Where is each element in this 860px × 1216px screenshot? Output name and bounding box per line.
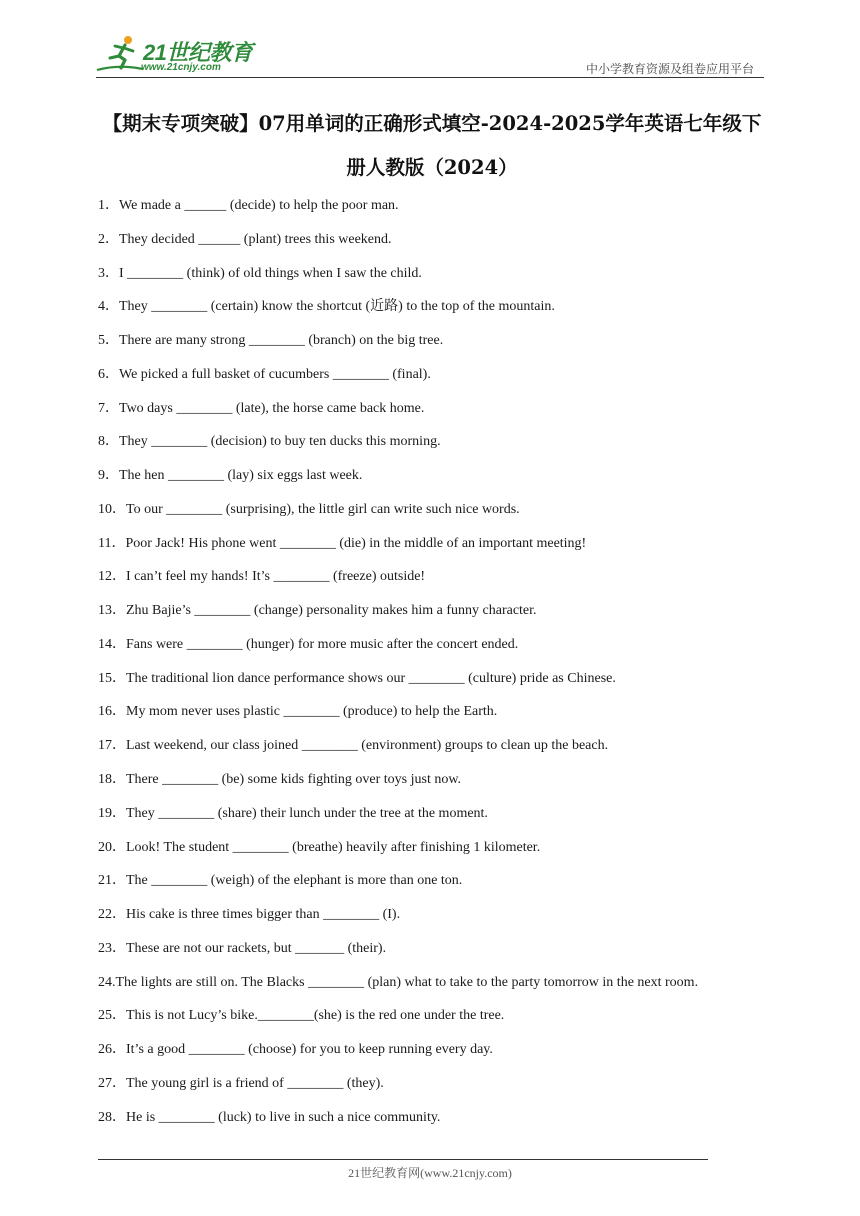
question-item bbox=[98, 294, 778, 328]
question-item bbox=[98, 328, 778, 362]
question-number: 9． bbox=[98, 468, 119, 484]
question-number: 8． bbox=[98, 434, 119, 450]
question-item bbox=[98, 429, 778, 463]
page-header bbox=[0, 0, 860, 80]
question-item bbox=[98, 227, 778, 261]
question-item bbox=[98, 1037, 778, 1071]
question-number: 12． bbox=[98, 569, 126, 585]
question-number: 28． bbox=[98, 1109, 126, 1125]
question-text: Last weekend, our class joined ________ (environment) groups to clean up the beach. bbox=[126, 738, 609, 754]
question-number: 26． bbox=[98, 1042, 126, 1058]
question-number: 15． bbox=[98, 670, 126, 686]
footer-divider bbox=[98, 1159, 708, 1160]
question-item bbox=[98, 733, 778, 767]
page-title: 【期末专项突破】07用单词的正确形式填空-2024-2025学年英语七年级下册人教版（2024） bbox=[102, 112, 762, 179]
question-text: We made a ______ (decide) to help the poor man. bbox=[119, 198, 399, 213]
question-number: 21． bbox=[98, 873, 126, 889]
footer-text: 21世纪教育网(www.21cnjy.com) bbox=[348, 1166, 512, 1180]
question-number: 27． bbox=[98, 1075, 126, 1091]
question-item bbox=[98, 531, 778, 565]
question-text: They ________ (share) their lunch under the tree at the moment. bbox=[126, 805, 488, 821]
question-item bbox=[98, 497, 778, 531]
question-text: They ________ (decision) to buy ten ducks this morning. bbox=[119, 434, 441, 450]
question-number: 16． bbox=[98, 704, 126, 720]
question-item bbox=[98, 835, 778, 869]
question-text: The lights are still on. The Blacks ________ (plan) what to take to the party tomorrow in the next room. bbox=[115, 974, 699, 990]
question-item bbox=[98, 902, 778, 936]
question-item bbox=[98, 632, 778, 666]
question-item bbox=[98, 396, 778, 430]
question-number: 4． bbox=[98, 299, 119, 315]
question-item bbox=[98, 1071, 778, 1105]
question-text: Look! The student ________ (breathe) heavily after finishing 1 kilometer. bbox=[126, 839, 541, 855]
question-text: The young girl is a friend of ________ (they). bbox=[126, 1075, 384, 1091]
question-number: 11． bbox=[98, 535, 126, 551]
question-text: There ________ (be) some kids fighting over toys just now. bbox=[126, 772, 462, 788]
question-text: They decided ______ (plant) trees this weekend. bbox=[119, 231, 392, 247]
question-item bbox=[98, 666, 778, 700]
question-number: 23． bbox=[98, 940, 126, 956]
question-text: My mom never uses plastic ________ (produce) to help the Earth. bbox=[126, 704, 498, 720]
question-text: He is ________ (luck) to live in such a nice community. bbox=[126, 1109, 441, 1125]
question-number: 20． bbox=[98, 839, 126, 855]
question-text: The ________ (weigh) of the elephant is more than one ton. bbox=[126, 873, 463, 889]
question-number: 6． bbox=[98, 366, 119, 382]
question-list bbox=[98, 193, 778, 1138]
question-item bbox=[98, 564, 778, 598]
question-text: There are many strong ________ (branch) on the big tree. bbox=[119, 333, 444, 349]
question-number: 19． bbox=[98, 805, 126, 821]
question-item bbox=[98, 767, 778, 801]
question-item bbox=[98, 970, 778, 1004]
question-text: This is not Lucy’s bike.________(she) is the red one under the tree. bbox=[126, 1008, 505, 1024]
runner-logo-icon bbox=[95, 34, 145, 78]
question-item bbox=[98, 1003, 778, 1037]
question-item bbox=[98, 463, 778, 497]
question-item bbox=[98, 598, 778, 632]
question-text: The traditional lion dance performance shows our ________ (culture) pride as Chinese. bbox=[126, 670, 616, 686]
question-number: 2． bbox=[98, 231, 119, 247]
question-text: Zhu Bajie’s ________ (change) personality makes him a funny character. bbox=[126, 603, 537, 619]
platform-name: 中小学教育资源及组卷应用平台 bbox=[585, 62, 754, 76]
question-item bbox=[98, 193, 778, 227]
question-text: It’s a good ________ (choose) for you to keep running every day. bbox=[126, 1042, 493, 1058]
site-logo[interactable] bbox=[95, 34, 265, 78]
question-item bbox=[98, 362, 778, 396]
question-text: Fans were ________ (hunger) for more music after the concert ended. bbox=[126, 636, 519, 652]
question-number: 7． bbox=[98, 400, 119, 416]
question-text: They ________ (certain) know the shortcut (近路) to the top of the mountain. bbox=[119, 299, 555, 315]
question-text: Poor Jack! His phone went ________ (die) in the middle of an important meeting! bbox=[125, 535, 587, 551]
logo-url-text: www.21cnjy.com bbox=[141, 62, 221, 73]
question-text: To our ________ (surprising), the little girl can write such nice words. bbox=[126, 501, 520, 517]
question-text: These are not our rackets, but _______ (their). bbox=[126, 940, 387, 956]
question-number: 18． bbox=[98, 772, 126, 788]
question-number: 22． bbox=[98, 907, 126, 923]
logo-main-text: 21世纪教育 bbox=[143, 40, 253, 65]
question-number: 14． bbox=[98, 636, 126, 652]
question-item bbox=[98, 936, 778, 970]
question-number: 17． bbox=[98, 738, 126, 754]
question-text: His cake is three times bigger than ________ (I). bbox=[126, 907, 401, 923]
question-item bbox=[98, 1105, 778, 1139]
question-item bbox=[98, 868, 778, 902]
question-text: The hen ________ (lay) six eggs last week. bbox=[119, 468, 363, 484]
question-item bbox=[98, 801, 778, 835]
question-text: I can’t feel my hands! It’s ________ (freeze) outside! bbox=[126, 569, 426, 585]
question-number: 25． bbox=[98, 1008, 126, 1024]
question-item bbox=[98, 261, 778, 295]
question-number: 3． bbox=[98, 265, 119, 281]
question-text: Two days ________ (late), the horse came back home. bbox=[119, 400, 425, 416]
question-text: I ________ (think) of old things when I saw the child. bbox=[119, 265, 422, 281]
question-number: 10． bbox=[98, 501, 126, 517]
question-number: 24. bbox=[98, 974, 116, 990]
question-text: We picked a full basket of cucumbers ________ (final). bbox=[119, 366, 431, 382]
question-number: 1． bbox=[98, 198, 119, 213]
question-number: 13． bbox=[98, 603, 126, 619]
question-number: 5． bbox=[98, 333, 119, 349]
header-divider bbox=[96, 77, 764, 78]
question-item bbox=[98, 699, 778, 733]
